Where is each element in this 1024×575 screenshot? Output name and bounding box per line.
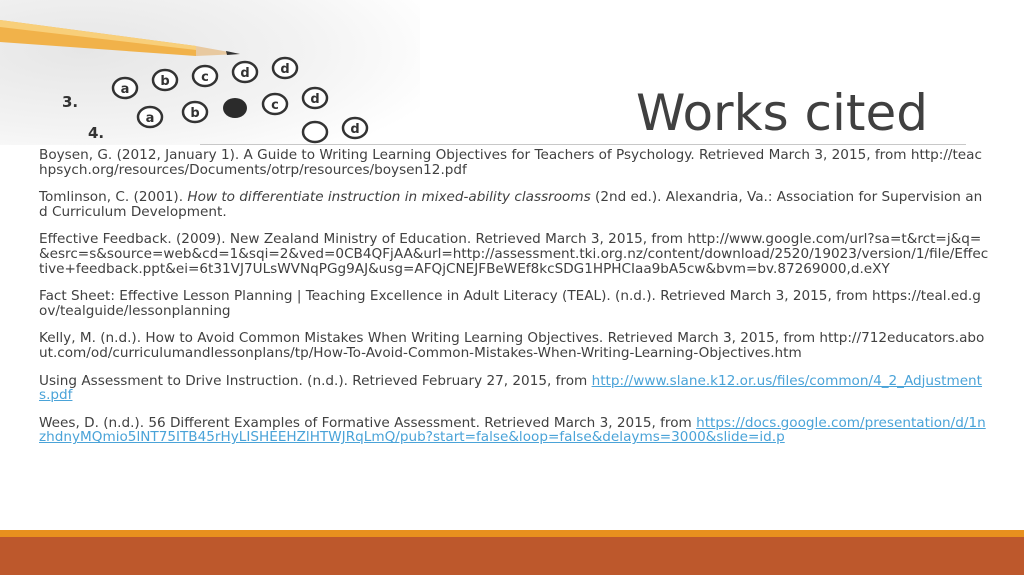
reference-item xyxy=(39,416,989,445)
bubble-letter: d xyxy=(280,62,290,77)
bubble-letter: d xyxy=(310,92,320,107)
reference-text: Fact Sheet: Effective Lesson Planning | Teaching Excellence in Adult Literacy (TEAL). (n.d.). Retrieved March 3, 2015, from https://teal.ed.gov/tealguide/lessonplanning xyxy=(39,288,981,319)
question-number: 4. xyxy=(88,124,105,142)
footer-band xyxy=(0,537,1024,575)
question-number: 3. xyxy=(62,93,79,111)
bubble-letter: c xyxy=(271,98,279,113)
bubble-letter: d xyxy=(350,122,360,137)
footer-accent-stripe xyxy=(0,530,1024,537)
reference-text: Wees, D. (n.d.). 56 Different Examples of Formative Assessment. Retrieved March 3, 2015, from xyxy=(39,414,697,431)
reference-item xyxy=(39,232,989,276)
page-title: Works cited xyxy=(635,84,928,142)
references-list xyxy=(39,148,989,458)
bubble-letter: c xyxy=(201,70,209,85)
reference-link[interactable]: https://docs.google.com/presentation/d/1nzhdnyMQmio5lNT75ITB45rHyLISHEEHZlHTWJRqLmQ/pub?start=false&loop=false&delayms=3000&slide=id.p xyxy=(39,414,986,446)
reference-text: Kelly, M. (n.d.). How to Avoid Common Mistakes When Writing Learning Objectives. Retrieved March 3, 2015, from http://712educators.about.com/od/curriculumandlessonplans/tp/How-To-Avoid-Common-Mistakes-When-Writing-Learning-Objectives.htm xyxy=(39,330,985,361)
reference-text: Tomlinson, C. (2001). xyxy=(39,189,188,206)
reference-item xyxy=(39,374,989,403)
bubble-letter: b xyxy=(160,74,170,89)
reference-link[interactable]: http://www.slane.k12.or.us/files/common/4_2_Adjustments.pdf xyxy=(39,372,983,404)
bubble-letter: a xyxy=(145,111,155,126)
reference-text: Effective Feedback. (2009). New Zealand Ministry of Education. Retrieved March 3, 2015, from http://www.google.com/url?sa=t&rct=j&q=&esrc=s&source=web&cd=1&sqi=2&ved=0CB4QFjAA&url=http://assessment.tki.org.nz/content/download/2520/19023/version/1/file/Effective+feedback.ppt&ei=6t31VJ7ULsWVNqPGg9AJ&usg=AFQjCNEJFBeWEf8kcSDG1HPHCIaa9bA5cw&bvm=bv.87269000,d.eXY xyxy=(39,231,989,277)
title-divider xyxy=(200,144,966,145)
reference-item xyxy=(39,331,989,360)
reference-item xyxy=(39,190,989,219)
reference-item xyxy=(39,289,989,318)
reference-text: Boysen, G. (2012, January 1). A Guide to Writing Learning Objectives for Teachers of Psychology. Retrieved March 3, 2015, from http://teachpsych.org/resources/Documents/otrp/resources/boysen12.pdf xyxy=(39,147,982,178)
reference-text: (2nd ed.). Alexandria, Va.: Association for Supervision and Curriculum Development. xyxy=(39,189,983,220)
answer-sheet-pencil-icon xyxy=(0,0,420,145)
bubble-letter: a xyxy=(120,82,130,97)
bubble-letter: b xyxy=(190,106,200,121)
reference-item xyxy=(39,148,989,177)
bubble-letter: d xyxy=(240,66,250,81)
reference-text: Using Assessment to Drive Instruction. (n.d.). Retrieved February 27, 2015, from xyxy=(39,372,592,389)
reference-book-title: How to differentiate instruction in mixed-ability classrooms xyxy=(187,189,591,206)
